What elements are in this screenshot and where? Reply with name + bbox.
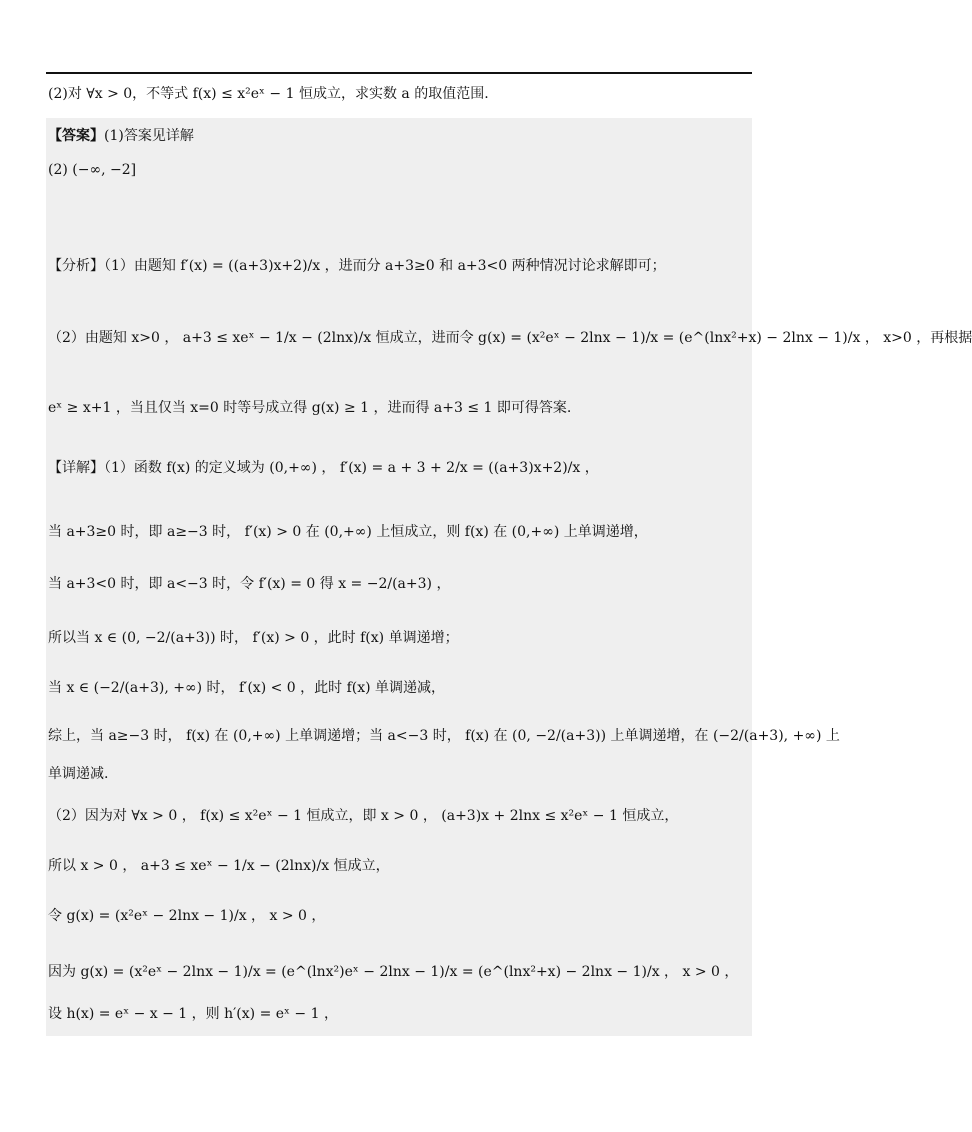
detail-line-7: 单调递减. bbox=[48, 766, 109, 782]
detail-line-5: 当 x ∈ (−2/(a+3), +∞) 时， f′(x) < 0 ，此时 f(x) 单调递减， bbox=[48, 680, 446, 696]
answer-line-1 bbox=[48, 126, 194, 146]
detail-line-4: 所以当 x ∈ (0, −2/(a+3)) 时， f′(x) > 0 ，此时 f(x) 单调递增； bbox=[48, 630, 459, 646]
detail-line-11: 因为 g(x) = (x²eˣ − 2lnx − 1)/x = (e^(lnx²)eˣ − 2lnx − 1)/x = (e^(lnx²+x) − 2lnx − 1)/x ， x > 0 ， bbox=[48, 964, 739, 980]
analysis-line-2: （2）由题知 x>0 ， a+3 ≤ xeˣ − 1/x − (2lnx)/x 恒成立，进而令 g(x) = (x²eˣ − 2lnx − 1)/x = (e^(lnx²+x) − 2lnx − 1)/x ， x>0 ，再根据 bbox=[48, 330, 972, 346]
question-text: (2)对 ∀x > 0，不等式 f(x) ≤ x²eˣ − 1 恒成立，求实数 a 的取值范围. bbox=[48, 86, 489, 102]
answer-part2: (2) (−∞, −2] bbox=[48, 162, 137, 178]
analysis-line-3: eˣ ≥ x+1 ，当且仅当 x=0 时等号成立得 g(x) ≥ 1 ，进而得 a+3 ≤ 1 即可得答案. bbox=[48, 400, 572, 416]
detail-line-12: 设 h(x) = eˣ − x − 1 ，则 h′(x) = eˣ − 1 ， bbox=[48, 1006, 338, 1022]
detail-line-8: （2）因为对 ∀x > 0 ， f(x) ≤ x²eˣ − 1 恒成立，即 x > 0 ， (a+3)x + 2lnx ≤ x²eˣ − 1 恒成立， bbox=[48, 808, 679, 824]
detail-line-10: 令 g(x) = (x²eˣ − 2lnx − 1)/x ， x > 0 ， bbox=[48, 908, 326, 924]
analysis-line-1: 【分析】（1）由题知 f′(x) = ((a+3)x+2)/x ，进而分 a+3≥0 和 a+3<0 两种情况讨论求解即可； bbox=[48, 258, 666, 274]
detail-line-3: 当 a+3<0 时，即 a<−3 时，令 f′(x) = 0 得 x = −2/(a+3) ， bbox=[48, 576, 451, 592]
top-rule bbox=[46, 72, 752, 74]
detail-line-9: 所以 x > 0 ， a+3 ≤ xeˣ − 1/x − (2lnx)/x 恒成立， bbox=[48, 858, 390, 874]
detail-line-1: 【详解】（1）函数 f(x) 的定义域为 (0,+∞) ， f′(x) = a + 3 + 2/x = ((a+3)x+2)/x ， bbox=[48, 460, 599, 476]
answer-label: 【答案】 bbox=[48, 128, 104, 144]
answer-part1: (1)答案见详解 bbox=[104, 128, 194, 144]
detail-line-2: 当 a+3≥0 时，即 a≥−3 时， f′(x) > 0 在 (0,+∞) 上恒成立，则 f(x) 在 (0,+∞) 上单调递增， bbox=[48, 524, 648, 540]
detail-line-6: 综上，当 a≥−3 时， f(x) 在 (0,+∞) 上单调递增；当 a<−3 时， f(x) 在 (0, −2/(a+3)) 上单调递增，在 (−2/(a+3), +∞) 上 bbox=[48, 728, 840, 744]
